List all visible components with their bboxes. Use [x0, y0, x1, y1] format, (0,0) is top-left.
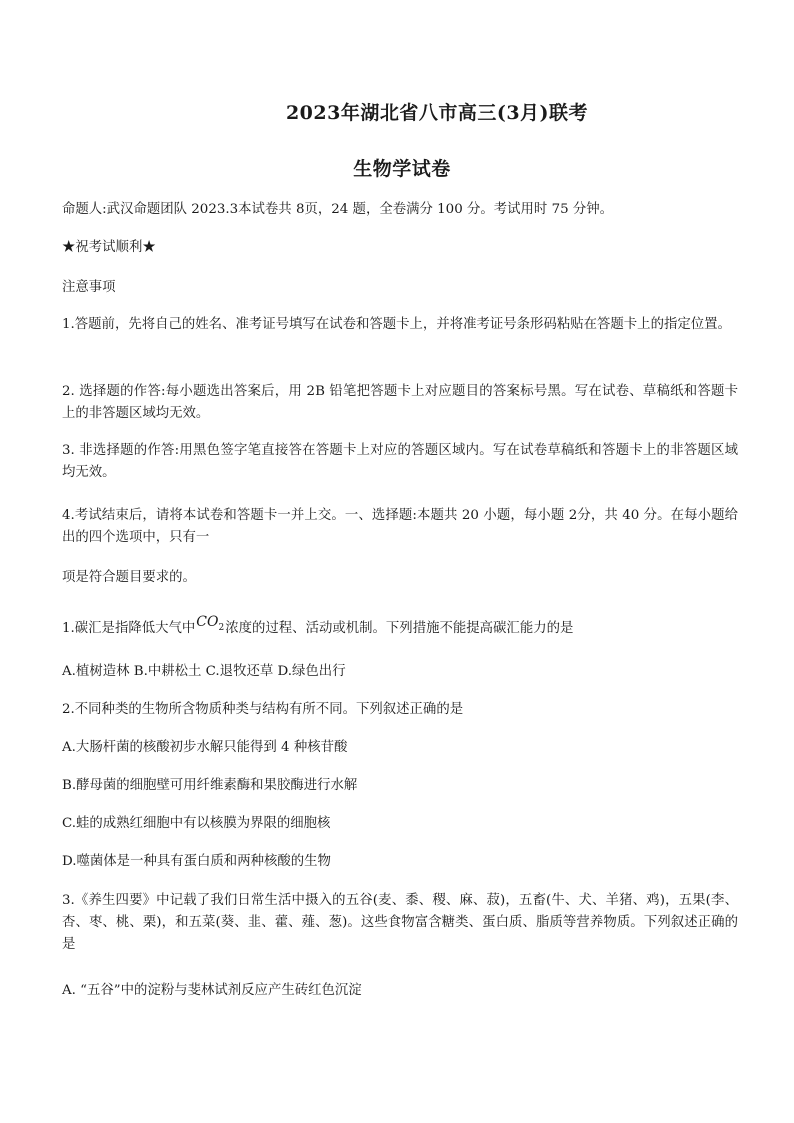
question-2-option-d: D.噬菌体是一种具有蛋白质和两种核酸的生物: [62, 854, 331, 869]
question-1-stem: [62, 614, 738, 645]
note-1: 1.答题前，先将自己的姓名、准考证号填写在试卷和答题卡上，并将准考证号条形码粘贴在答题卡上的指定位置。: [62, 317, 731, 332]
question-1-stem-after: 浓度的过程、活动或机制。下列措施不能提高碳汇能力的是: [225, 621, 574, 636]
good-luck-line: ★祝考试顺利★: [62, 240, 156, 255]
exam-info: 命题人:武汉命题团队 2023.3本试卷共 8页，24 题，全卷满分 100 分。考试用时 75 分钟。: [62, 202, 614, 217]
co2-formula-subscript: 2: [218, 622, 225, 633]
co2-formula: [196, 614, 225, 633]
exam-title: 2023年湖北省八市高三(3月)联考: [285, 102, 589, 124]
exam-subtitle: 生物学试卷: [353, 158, 451, 180]
note-4-continued: 项是符合题目要求的。: [62, 570, 196, 585]
question-3-stem: 3.《养生四要》中记载了我们日常生活中摄入的五谷(麦、黍、稷、麻、菽)，五畜(牛、犬、羊猪、鸡)，五果(李、杏、枣、桃、栗)，和五菜(葵、韭、藿、薤、葱)。这些食物富含糖类、蛋白质、脂质等营养物质。下列叙述正确的是: [62, 893, 738, 952]
question-2-option-c: C.蛙的成熟红细胞中有以核膜为界限的细胞核: [62, 816, 331, 831]
notes-heading: 注意事项: [62, 280, 116, 295]
question-2-option-a: A.大肠杆菌的核酸初步水解只能得到 4 种核苷酸: [62, 740, 348, 755]
question-3-option-a: A. “五谷”中的淀粉与斐林试剂反应产生砖红色沉淀: [62, 983, 362, 998]
co2-formula-main: CO: [196, 614, 219, 630]
question-1-stem-before: 1.碳汇是指降低大气中: [62, 621, 196, 636]
note-2: 2. 选择题的作答:每小题选出答案后，用 2B 铅笔把答题卡上对应题目的答案标号黑。写在试卷、草稿纸和答题卡上的非答题区域均无效。: [62, 384, 738, 421]
note-3: 3. 非选择题的作答:用黑色签字笔直接答在答题卡上对应的答题区域内。写在试卷草稿纸和答题卡上的非答题区域均无效。: [62, 443, 738, 480]
question-2-option-b: B.酵母菌的细胞壁可用纤维素酶和果胶酶进行水解: [62, 778, 358, 793]
question-2-stem: 2.不同种类的生物所含物质种类与结构有所不同。下列叙述正确的是: [62, 702, 464, 717]
note-4: 4.考试结束后，请将本试卷和答题卡一并上交。一、选择题:本题共 20 小题，每小题 2分，共 40 分。在每小题给出的四个选项中，只有一: [62, 508, 738, 545]
question-1-options: A.植树造林 B.中耕松土 C.退牧还草 D.绿色出行: [62, 664, 346, 679]
